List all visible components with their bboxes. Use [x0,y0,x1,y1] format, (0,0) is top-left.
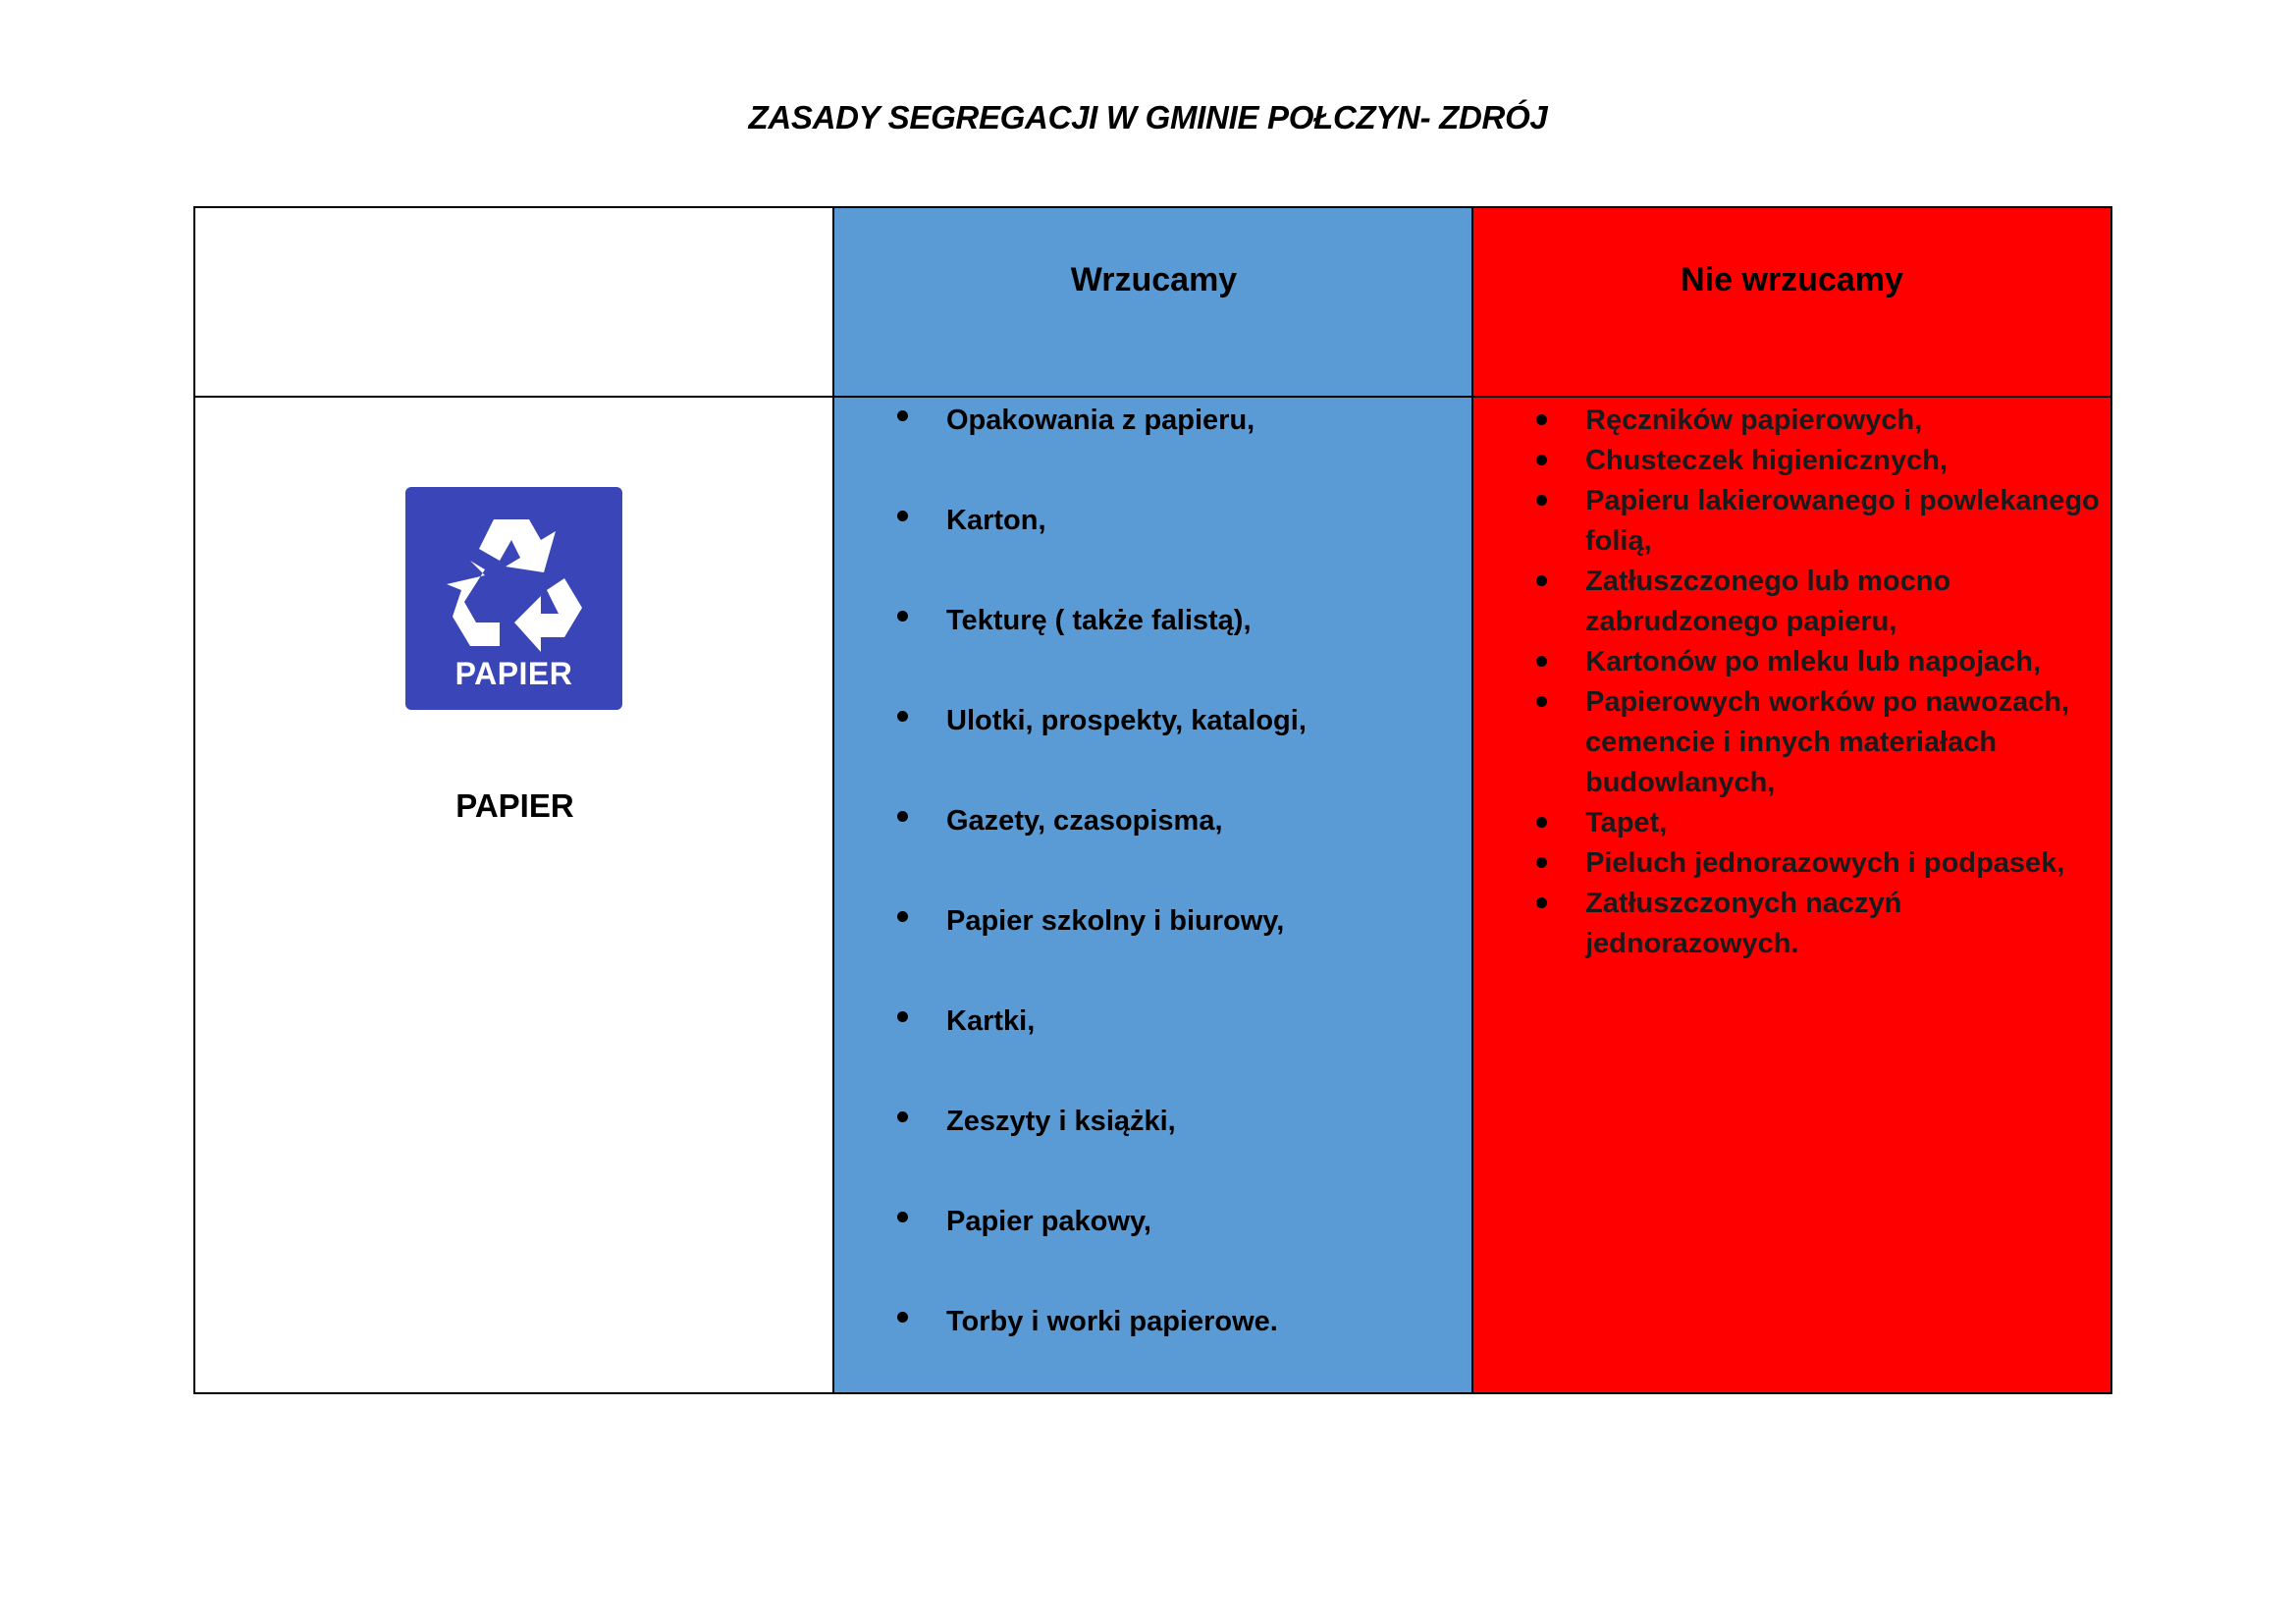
forbidden-items-list [1473,401,2110,964]
list-item: Papieru lakierowanego i powlekanego folią, [1473,481,2110,562]
list-item: Tapet, [1473,803,2110,843]
list-item: Papierowych worków po nawozach, cemencie i innych materiałach budowlanych, [1473,682,2110,803]
list-item: Karton, [834,497,1473,597]
table-column-divider [1471,208,1473,1392]
badge-label: PAPIER [454,656,573,691]
category-cell [195,397,834,1392]
list-item: Zatłuszczonych naczyń jednorazowych. [1473,884,2110,964]
list-item: Kartki, [834,998,1473,1098]
segregation-table [193,206,2112,1394]
list-item: Zatłuszczonego lub mocno zabrudzonego papieru, [1473,562,2110,642]
list-item: Ulotki, prospekty, katalogi, [834,697,1473,797]
recycle-icon [441,511,588,658]
list-item: Ręczników papierowych, [1473,401,2110,441]
list-item: Gazety, czasopisma, [834,797,1473,897]
forbidden-header-cell [1473,208,2110,397]
allowed-items-cell [834,397,1473,1392]
list-item: Kartonów po mleku lub napojach, [1473,642,2110,682]
document-title: ZASADY SEGREGACJI W GMINIE POŁCZYN- ZDRÓJ [748,99,1548,135]
empty-header-cell [195,208,834,397]
allowed-header: Wrzucamy [1070,261,1238,298]
list-item: Torby i worki papierowe. [834,1298,1473,1398]
category-label: PAPIER [455,787,574,824]
list-item: Tekturę ( także falistą), [834,597,1473,697]
paper-bin-badge [405,487,622,710]
allowed-items-list [834,397,1473,1398]
list-item: Opakowania z papieru, [834,397,1473,497]
list-item: Zeszyty i książki, [834,1098,1473,1198]
list-item: Papier szkolny i biurowy, [834,897,1473,998]
table-row-divider [195,396,2110,398]
forbidden-items-cell [1473,397,2110,1392]
allowed-header-cell [834,208,1473,397]
table-column-divider [832,208,834,1392]
list-item: Chusteczek higienicznych, [1473,441,2110,481]
list-item: Papier pakowy, [834,1198,1473,1298]
forbidden-header: Nie wrzucamy [1681,261,1903,298]
list-item: Pieluch jednorazowych i podpasek, [1473,843,2110,884]
